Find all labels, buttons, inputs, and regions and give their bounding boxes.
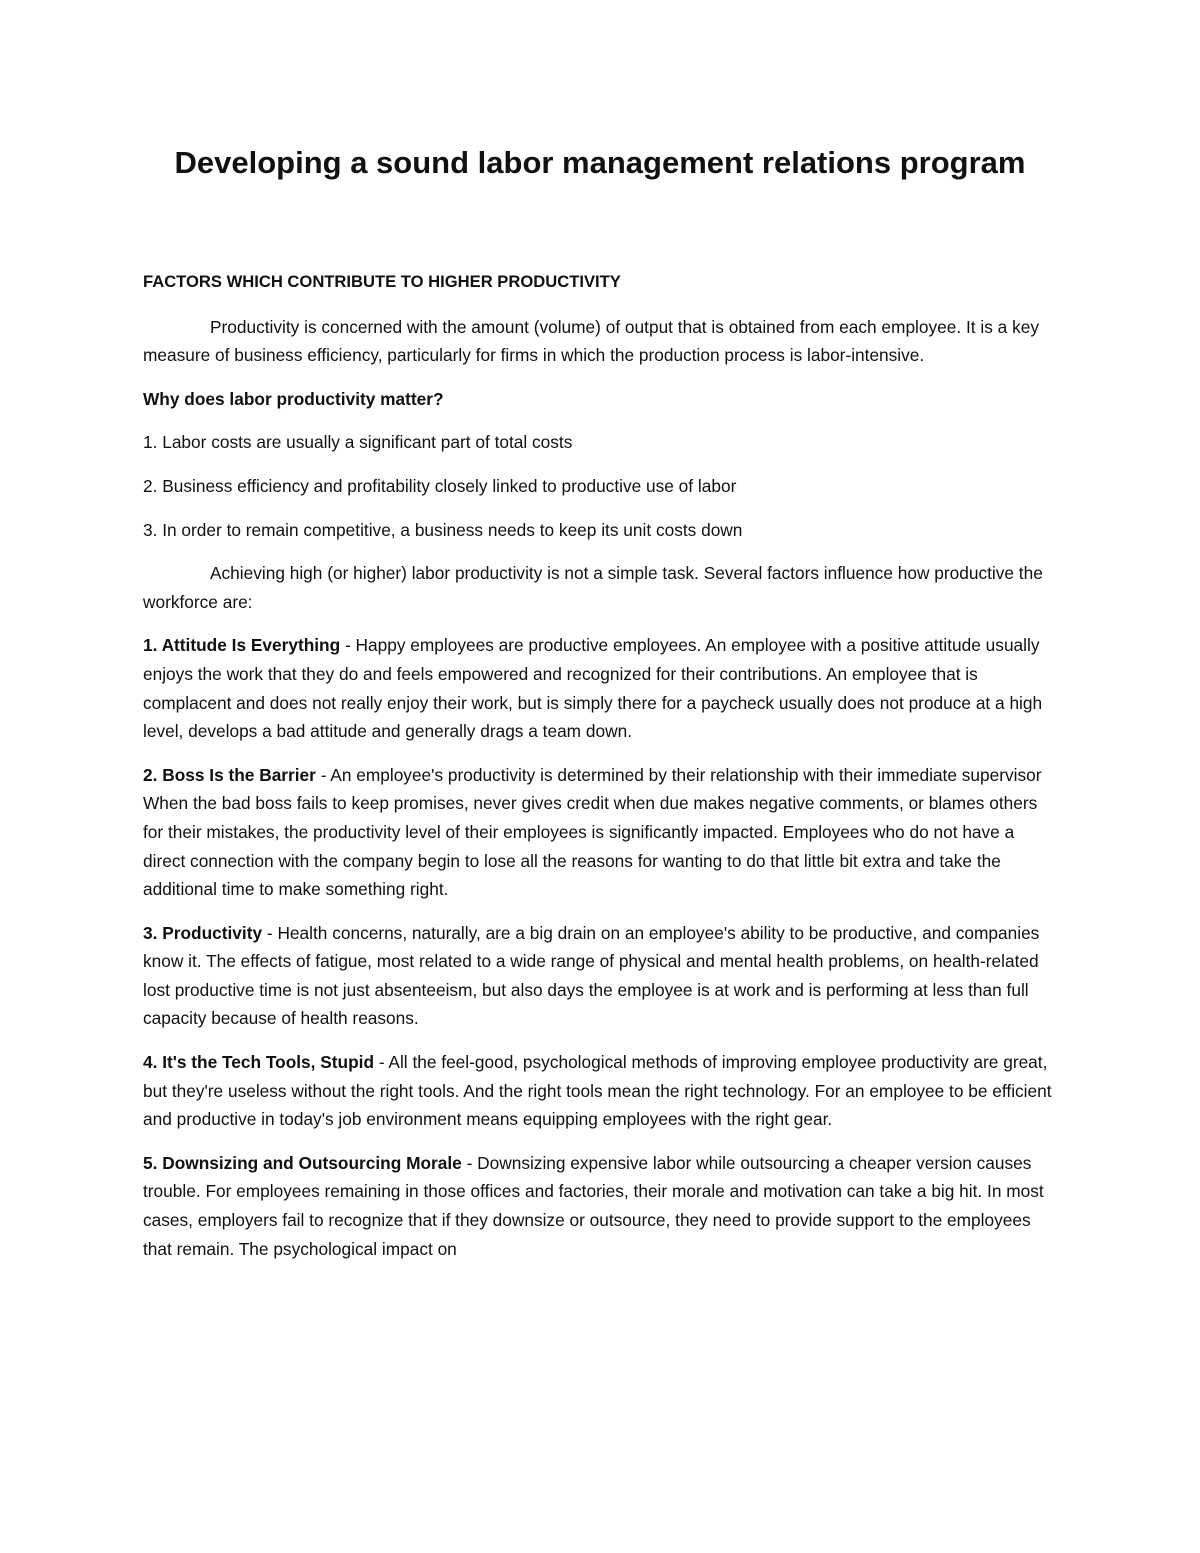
section-heading: FACTORS WHICH CONTRIBUTE TO HIGHER PRODUCTIVITY — [143, 272, 621, 291]
question-heading: Why does labor productivity matter? — [143, 388, 444, 409]
factor-paragraph — [143, 761, 1053, 904]
reason-item: 2. Business efficiency and profitability closely linked to productive use of labor — [143, 475, 737, 496]
reason-item: 1. Labor costs are usually a significant part of total costs — [143, 432, 573, 453]
factor-label: 4. It's the Tech Tools, Stupid — [143, 1052, 375, 1073]
factor-paragraph — [143, 1149, 1053, 1263]
factor-text: - Health concerns, naturally, are a big drain on an employee's ability to be productive, and companies know it. The effects of fatigue, most related to a wide range of physical and mental health problems, on health-related lost productive time is not just absenteeism, but also days the employee is at work and is performing at less than full capacity because of health reasons. — [143, 922, 1040, 1029]
document-title: Developing a sound labor management relations program — [174, 145, 1026, 180]
factor-label: 3. Productivity — [143, 922, 263, 943]
factor-text: - Downsizing expensive labor while outsourcing a cheaper version causes trouble. For employees remaining in those offices and factories, their morale and motivation can take a big hit. In most cases, employers fail to recognize that if they downsize or outsource, they need to provide support to the employees that remain. The psychological impact on — [143, 1152, 1044, 1259]
factor-paragraph — [143, 919, 1053, 1033]
factor-paragraph — [143, 631, 1053, 745]
factor-label: 2. Boss Is the Barrier — [143, 764, 316, 785]
factor-text: - An employee's productivity is determined by their relationship with their immediate supervisor When the bad boss fails to keep promises, never gives credit when due makes negative comments, or blames others for their mistakes, the productivity level of their employees is significantly impacted. Employees who do not have a direct connection with the company begin to lose all the reasons for wanting to do that little bit extra and take the additional time to make something right. — [143, 764, 1042, 900]
factor-label: 5. Downsizing and Outsourcing Morale — [143, 1152, 462, 1173]
factor-label: 1. Attitude Is Everything — [143, 635, 341, 656]
factor-text: - Happy employees are productive employees. An employee with a positive attitude usually enjoys the work that they do and feels empowered and recognized for their contributions. An employee that is complacent and does not really enjoy their work, but is simply there for a paycheck usually does not produce at a high level, develops a bad attitude and generally drags a team down. — [143, 635, 1043, 742]
achieving-paragraph: Achieving high (or higher) labor productivity is not a simple task. Several factors influence how productive the workforce are: — [143, 563, 1043, 612]
factor-paragraph — [143, 1048, 1053, 1134]
reason-item: 3. In order to remain competitive, a business needs to keep its unit costs down — [143, 519, 743, 540]
document-body — [143, 268, 1053, 1278]
intro-paragraph: Productivity is concerned with the amount (volume) of output that is obtained from each employee. It is a key measure of business efficiency, particularly for firms in which the production process is labor-intensive. — [143, 316, 1039, 366]
factor-text: - All the feel-good, psychological methods of improving employee productivity are great, but they're useless without the right tools. And the right tools mean the right technology. For an employee to be efficient and productive in today's job environment means equipping employees with the right gear. — [143, 1052, 1052, 1130]
